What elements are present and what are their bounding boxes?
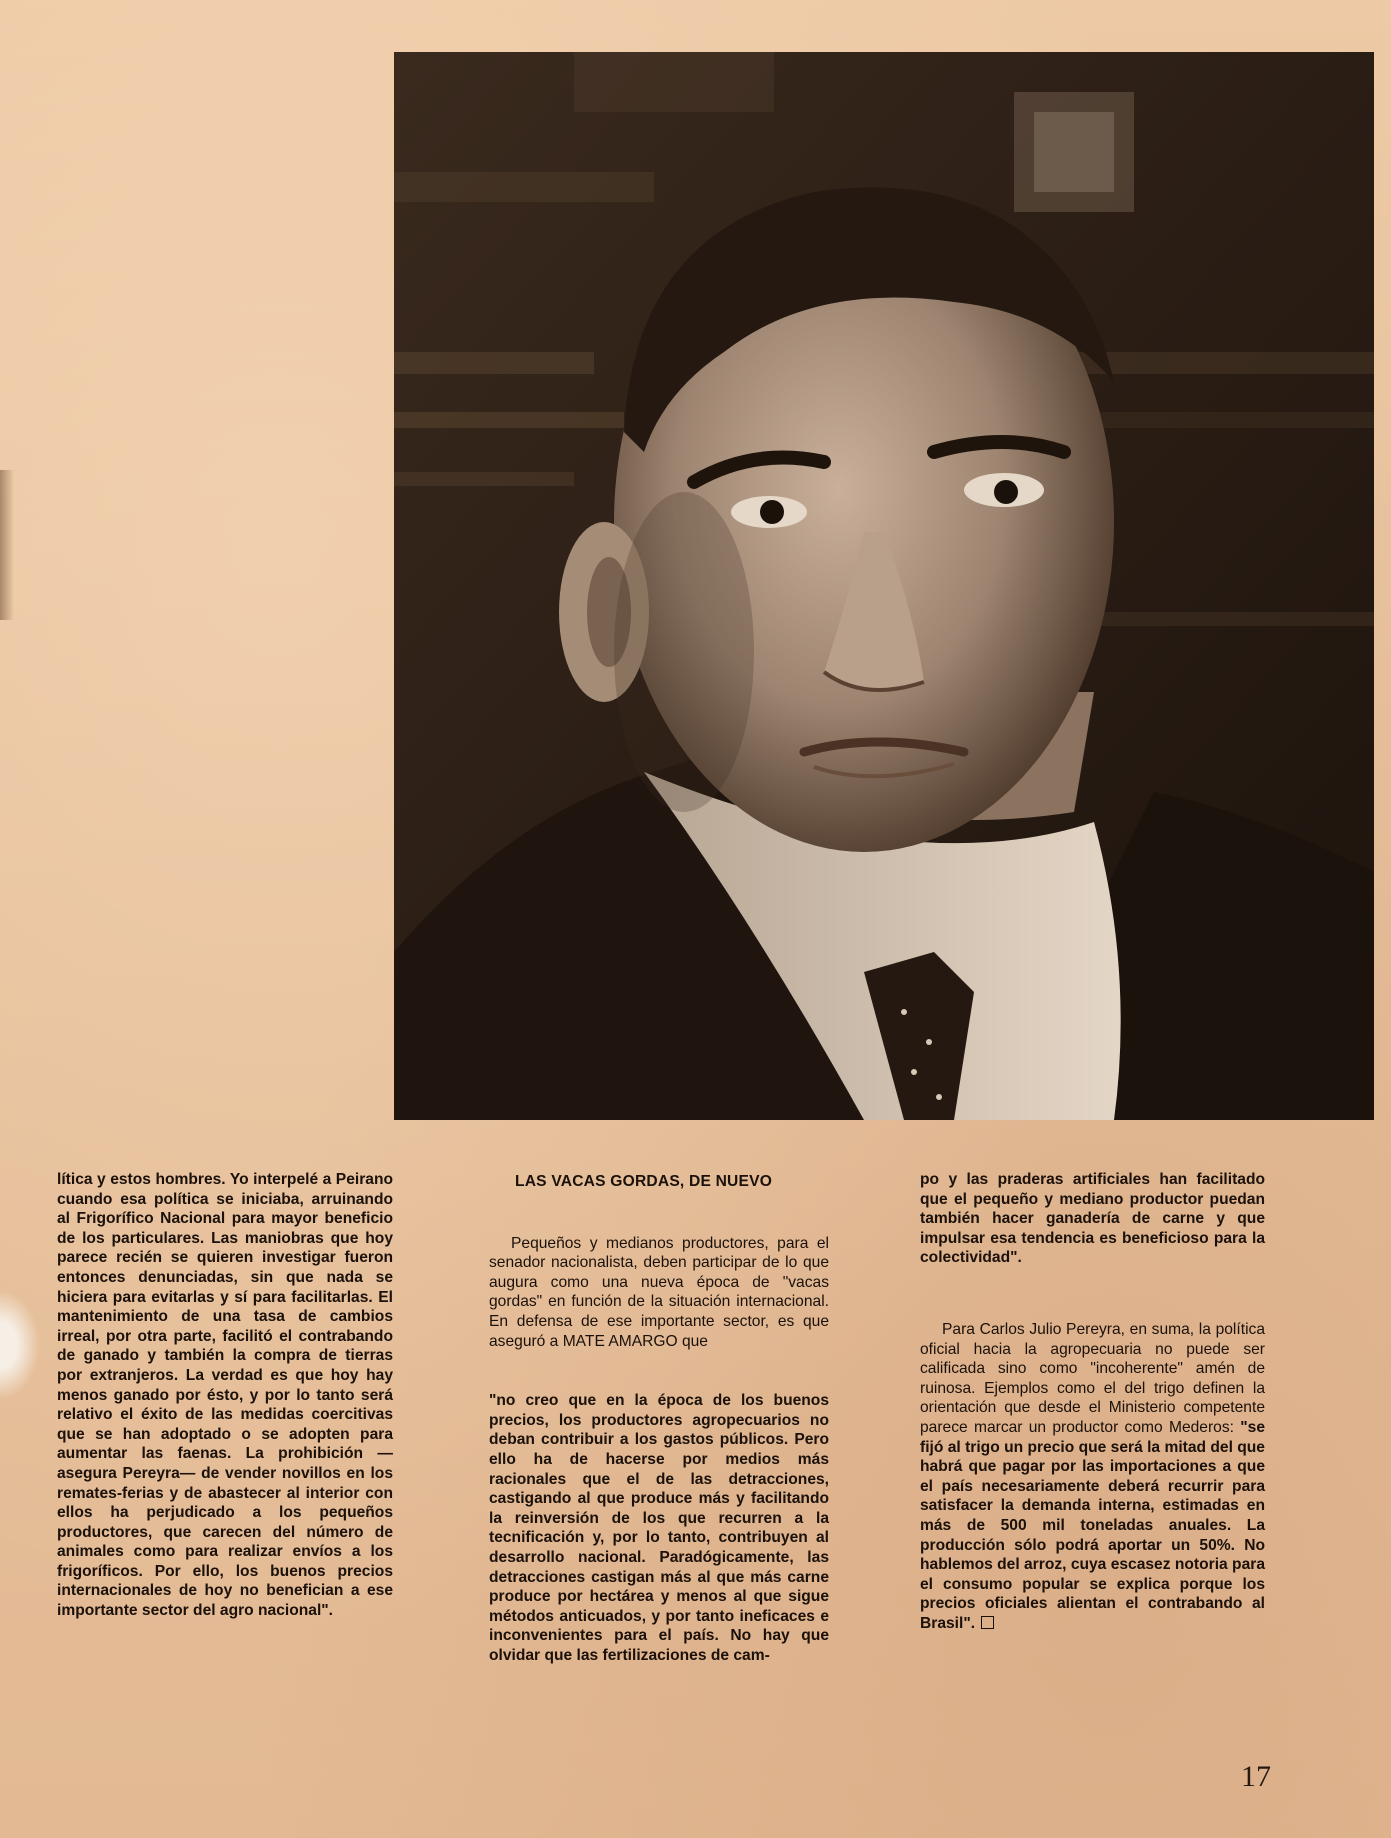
end-mark	[981, 1616, 994, 1629]
torn-edge	[0, 470, 14, 620]
column-3-paragraph-intro: Para Carlos Julio Pereyra, en suma, la política oficial hacia la agropecuaria no puede ser calificada sino como "incoherente" amén de ruinosa. Ejemplos como el del trigo definen la orientación que desde el Ministerio competente parece marcar un productor como Mederos:	[920, 1320, 1265, 1436]
article-column-1	[57, 1170, 393, 1621]
column-3-paragraph-quote: "se fijó al trigo un precio que será la mitad del que habrá que pagar por las importaciones a que el país necesariamente deberá recurrir para satisfacer la demanda interna, estimadas en más de 500 mil toneladas anuales. La producción sólo podrá aportar un 50%. No hablemos del arroz, cuya escasez notoria para el consumo popular se explica porque los precios oficiales alientan el contrabando al Brasil".	[920, 1418, 1265, 1632]
column-2-quote: "no creo que en la época de los buenos precios, los productores agropecuarios no deban contribuir a los gastos públicos. Pero ello ha de hacerse por medios más racionales que el de las detracciones, castigando al que produce más y facilitando la reinversión de los que recurren a la tecnificación y, por lo tanto, contribuyen al desarrollo nacional. Paradógicamente, las detracciones castigan más al que más carne produce por hectárea y menos al que sigue métodos anticuados, y por tanto ineficaces e inconvenientes para el país. No hay que olvidar que las fertilizaciones de cam-	[489, 1392, 829, 1664]
article-column-3	[920, 1170, 1265, 1633]
column-3-paragraph	[920, 1320, 1265, 1634]
column-3-quote-end: po y las praderas artificiales han facilitado que el pequeño y mediano productor puedan también hacer ganadería de carne y que impulsar esa tendencia es beneficioso para la colectividad".	[920, 1171, 1265, 1267]
column-1-text: lítica y estos hombres. Yo interpelé a Peirano cuando esa política se iniciaba, arruinando al Frigorífico Nacional para mayor beneficio de los particulares. Las maniobras que hoy parece recién se quieren investigar fueron entonces denunciadas, sin que nada se hiciera para evitarlas y sí para facilitarlas. El mantenimiento de una tasa de cambios irreal, por otra parte, facilitó el contrabando de ganado y también la compra de tierras por extranjeros. La verdad es que hoy hay menos ganado por ésto, y por lo tanto será relativo el éxito de las medidas coercitivas que se han adoptado o se adopten para aumentar las faenas. La prohibición —asegura Pereyra— de vender novillos en los remates-ferias y de abastecer al interior con ellos ha perjudicado a los pequeños productores, que carecen del número de animales como para realizar envíos a los frigoríficos. Por ello, los buenos precios internacionales de hoy no benefician a ese importante sector del agro nacional".	[57, 1171, 393, 1620]
section-heading: LAS VACAS GORDAS, DE NUEVO	[515, 1173, 773, 1190]
portrait-image	[394, 52, 1374, 1120]
torn-edge-hole	[0, 1290, 40, 1400]
portrait-photo	[394, 52, 1374, 1120]
page-number: 17	[1241, 1760, 1271, 1793]
column-2-intro: Pequeños y medianos productores, para el senador nacionalista, deben participar de lo que augura como una nueva época de "vacas gordas" en función de la situación internacional. En defensa de ese importante sector, es que aseguró a MATE AMARGO que	[489, 1234, 829, 1350]
article-column-2	[489, 1170, 829, 1665]
